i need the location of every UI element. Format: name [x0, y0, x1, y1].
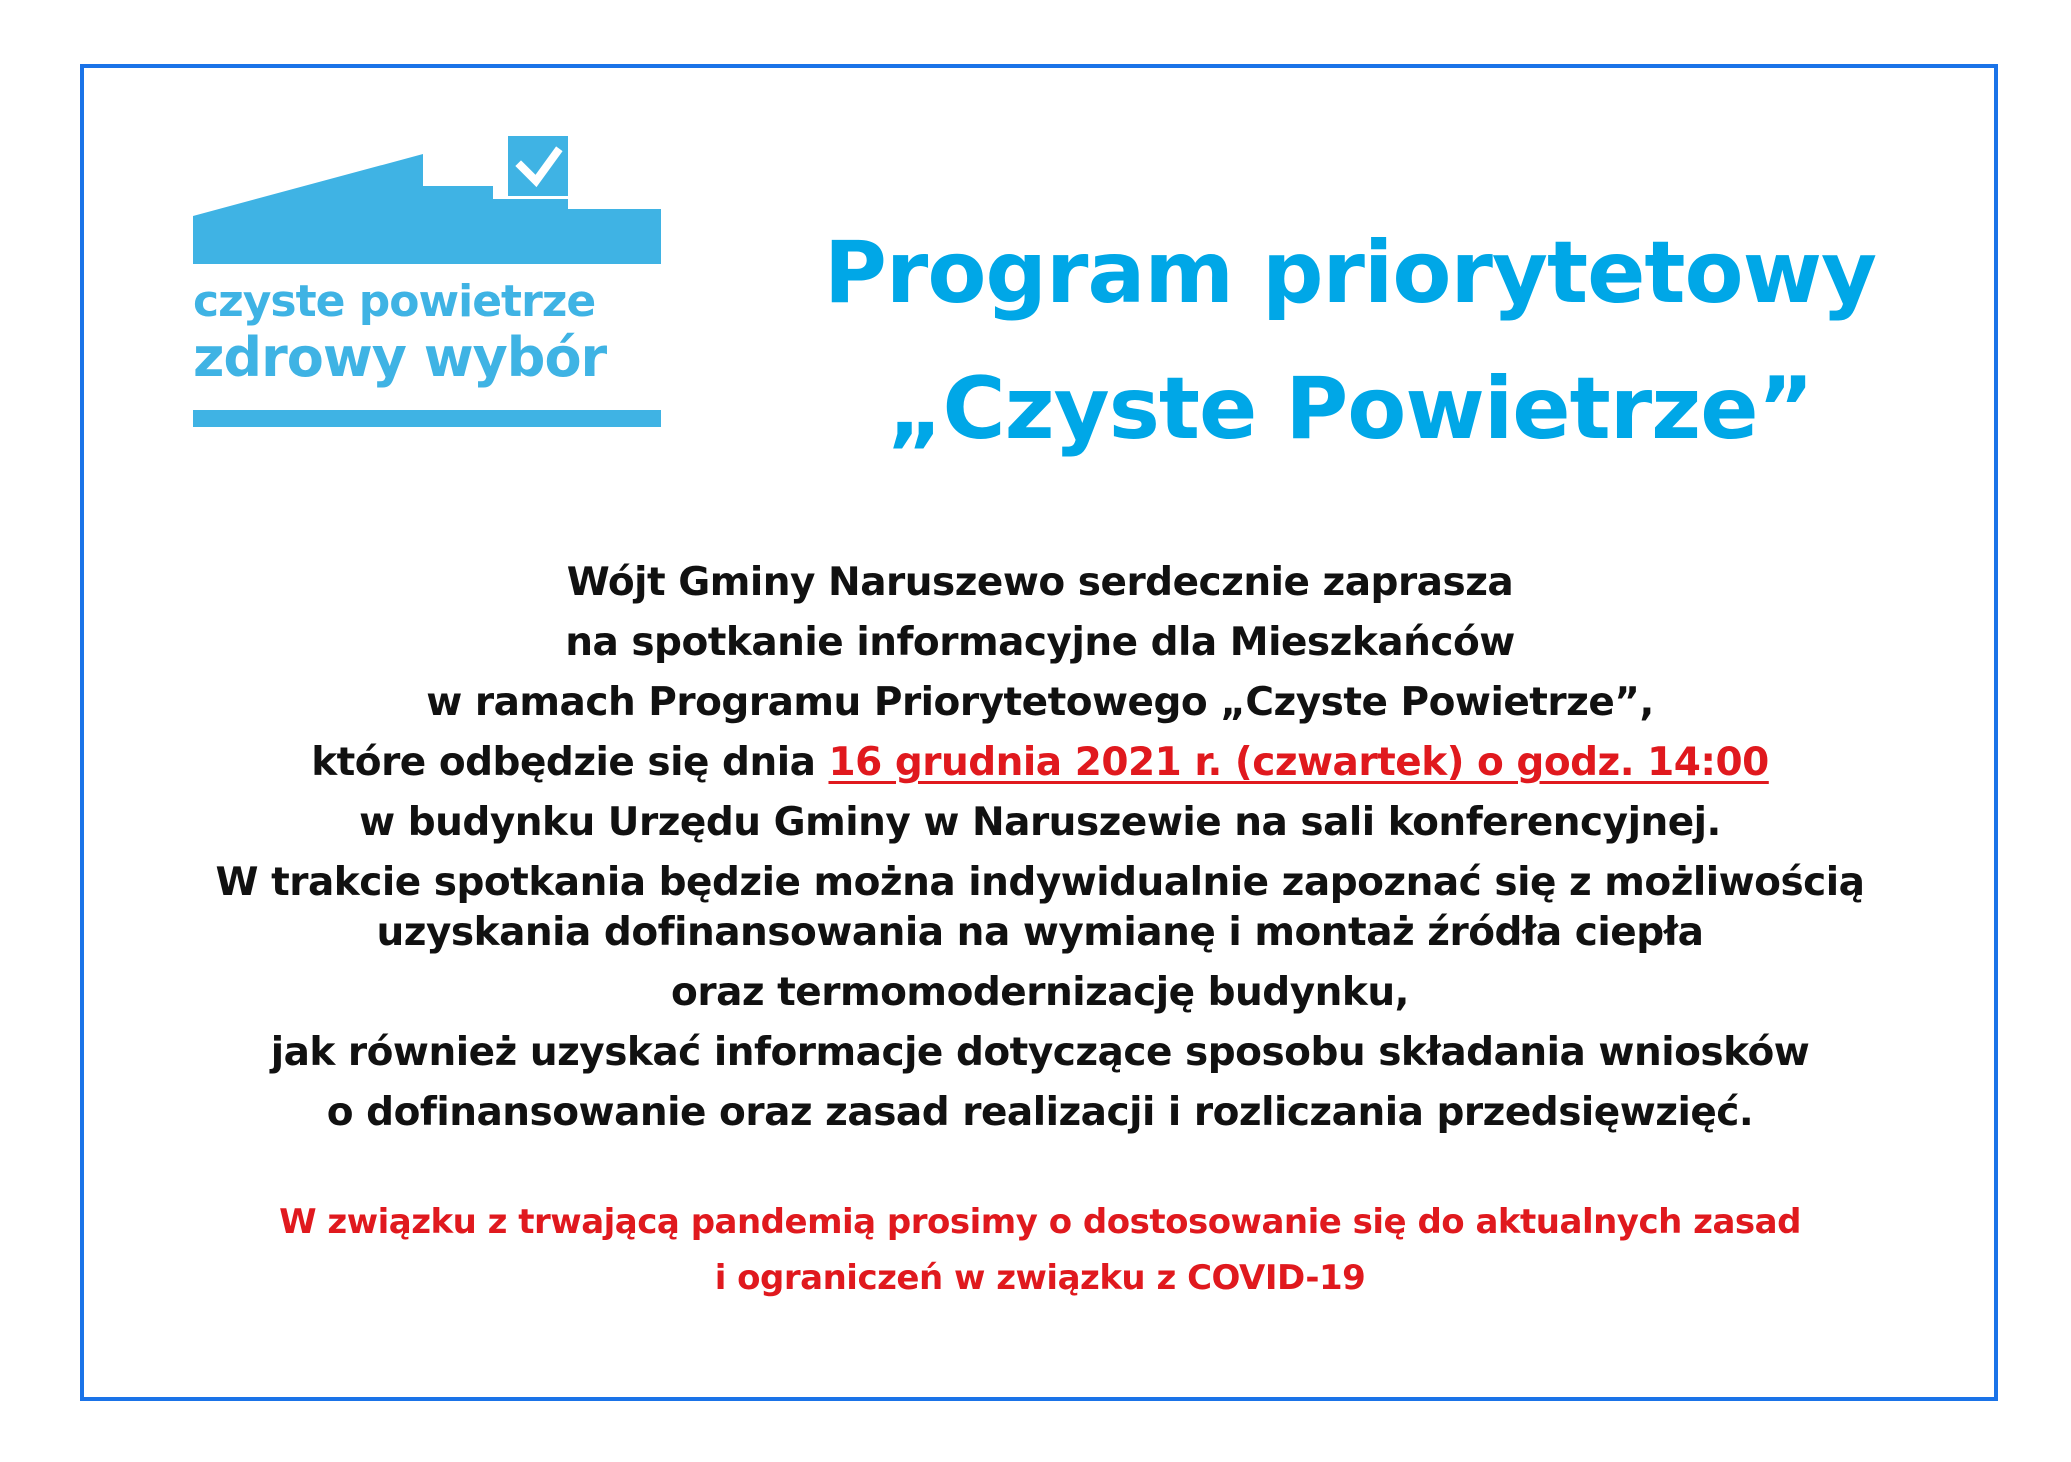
body-line4 — [120, 740, 1960, 785]
czyste-powietrze-logo — [193, 136, 661, 426]
title-line2: „Czyste Powietrze” — [886, 359, 1814, 459]
notice-line1: W związku z trwającą pandemią prosimy o dostosowanie się do aktualnych zasad — [279, 1202, 1801, 1242]
body-line7: uzyskania dofinansowania na wymianę i montaż źródła ciepła — [376, 910, 1704, 955]
body-line8: oraz termomodernizację budynku, — [671, 970, 1409, 1015]
body-line5: w budynku Urzędu Gminy w Naruszewie na sali konferencyjnej. — [359, 800, 1721, 845]
page-title — [760, 205, 1940, 477]
body-line6: W trakcie spotkania będzie można indywidualnie zapoznać się z możliwością — [215, 860, 1865, 905]
body-line2: na spotkanie informacyjne dla Mieszkańców — [565, 620, 1515, 665]
body-line4-prefix: które odbędzie się dnia — [311, 740, 829, 785]
logo-text-line2: zdrowy wybór — [193, 326, 607, 389]
body-line10: o dofinansowanie oraz zasad realizacji i rozliczania przedsięwzięć. — [326, 1090, 1754, 1135]
body-line1: Wójt Gminy Naruszewo serdecznie zaprasza — [566, 560, 1514, 605]
body-line9: jak również uzyskać informacje dotyczące sposobu składania wniosków — [270, 1030, 1810, 1075]
notice-line2: i ograniczeń w związku z COVID-19 — [714, 1258, 1366, 1298]
body-line3: w ramach Programu Priorytetowego „Czyste Powietrze”, — [426, 680, 1654, 725]
meeting-date: 16 grudnia 2021 r. (czwartek) o godz. 14:00 — [828, 740, 1769, 785]
title-line1: Program priorytetowy — [823, 223, 1877, 323]
logo-text-line1: czyste powietrze — [193, 276, 596, 327]
